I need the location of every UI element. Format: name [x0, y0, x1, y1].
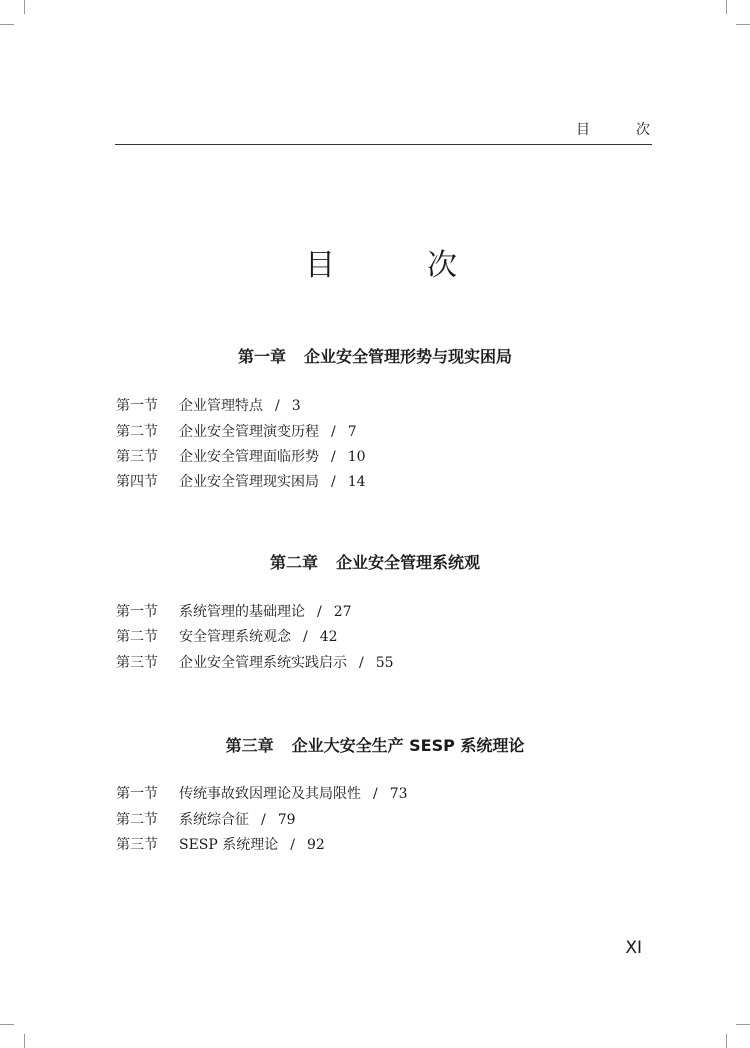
toc-entry[interactable] [116, 627, 338, 647]
toc-entry[interactable] [116, 396, 301, 416]
crop-mark [726, 1034, 727, 1048]
toc-entry[interactable] [116, 653, 394, 673]
toc-entry[interactable] [116, 784, 408, 804]
chapter-heading [0, 550, 750, 573]
chapter-number: 第三章 [225, 736, 274, 755]
chapter-title: 企业大安全生产 SESP 系统理论 [291, 736, 525, 755]
toc-entry[interactable] [116, 422, 357, 442]
chapter-heading [0, 733, 750, 756]
crop-mark [0, 1024, 14, 1025]
section-title: 企业管理特点 [179, 398, 263, 414]
section-title: 企业安全管理系统实践启示 [179, 655, 347, 671]
section-label: 第一节 [116, 398, 158, 414]
chapter-title: 企业安全管理形势与现实困局 [304, 347, 513, 366]
separator: / [303, 629, 308, 645]
page-title-char: 目 [305, 248, 335, 283]
header-rule [115, 144, 652, 145]
section-label: 第二节 [116, 424, 158, 440]
section-title: 安全管理系统观念 [179, 629, 291, 645]
section-label: 第一节 [116, 786, 158, 802]
separator: / [359, 655, 364, 671]
separator: / [290, 837, 295, 853]
page-number: 10 [347, 449, 366, 465]
page-number: 42 [319, 629, 338, 645]
running-header-char: 次 [636, 122, 650, 138]
chapter-heading [0, 344, 750, 367]
separator: / [331, 474, 336, 490]
page-title-char: 次 [427, 248, 457, 283]
page-number: 14 [347, 474, 366, 490]
section-title: SESP 系统理论 [179, 837, 279, 853]
crop-mark [736, 1024, 750, 1025]
separator: / [331, 424, 336, 440]
toc-entry[interactable] [116, 810, 296, 830]
section-label: 第三节 [116, 655, 158, 671]
section-title: 企业安全管理现实困局 [179, 474, 319, 490]
toc-entry[interactable] [116, 835, 325, 855]
separator: / [373, 786, 378, 802]
crop-mark [736, 24, 750, 25]
page-number: 92 [307, 837, 325, 853]
separator: / [261, 812, 266, 828]
crop-mark [0, 24, 14, 25]
crop-mark [24, 0, 25, 14]
chapter-title: 企业安全管理系统观 [336, 553, 481, 572]
page-title [0, 240, 750, 288]
section-title: 系统综合征 [179, 812, 249, 828]
running-header [115, 119, 652, 141]
section-title: 企业安全管理面临形势 [179, 449, 319, 465]
section-title: 企业安全管理演变历程 [179, 424, 319, 440]
toc-entry[interactable] [116, 472, 366, 492]
section-title: 传统事故致因理论及其局限性 [179, 786, 361, 802]
section-label: 第三节 [116, 837, 158, 853]
separator: / [275, 398, 280, 414]
page-number: 3 [291, 398, 301, 414]
page-folio: XI [625, 938, 642, 958]
section-label: 第二节 [116, 629, 158, 645]
separator: / [317, 604, 322, 620]
separator: / [331, 449, 336, 465]
running-header-char: 目 [576, 122, 590, 138]
crop-mark [726, 0, 727, 14]
chapter-number: 第一章 [237, 347, 286, 366]
section-label: 第三节 [116, 449, 158, 465]
page-number: 73 [389, 786, 408, 802]
page-number: 27 [333, 604, 352, 620]
toc-entry[interactable] [116, 602, 352, 622]
toc-entry[interactable] [116, 447, 366, 467]
page-number: 55 [375, 655, 394, 671]
chapter-number: 第二章 [269, 553, 318, 572]
section-label: 第四节 [116, 474, 158, 490]
section-label: 第一节 [116, 604, 158, 620]
section-title: 系统管理的基础理论 [179, 604, 305, 620]
page-number: 7 [347, 424, 357, 440]
section-label: 第二节 [116, 812, 158, 828]
crop-mark [24, 1034, 25, 1048]
page-number: 79 [277, 812, 296, 828]
